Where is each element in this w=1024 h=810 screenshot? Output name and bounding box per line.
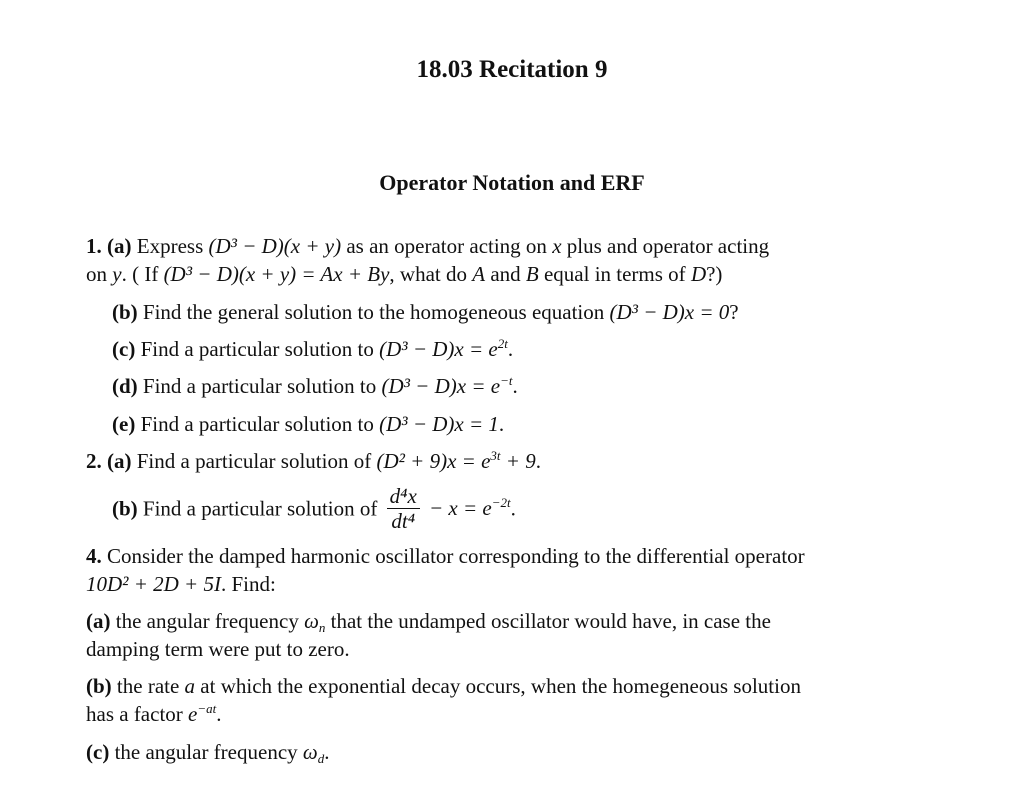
problem-1a-text: on bbox=[86, 262, 107, 286]
fraction-denominator: dt⁴ bbox=[391, 509, 416, 533]
problem-1a-text: . ( If bbox=[121, 262, 159, 286]
problem-1a-label: (a) bbox=[107, 234, 132, 258]
problem-1a-text: equal in terms of bbox=[543, 262, 686, 286]
problem-2b-math: − $x = e^{-2t}$ bbox=[429, 495, 511, 521]
derivative-fraction bbox=[387, 484, 420, 533]
problem-1a-text: and bbox=[490, 262, 521, 286]
problem-1-number: 1. bbox=[86, 234, 102, 258]
problem-1d-label: (d) bbox=[112, 374, 138, 398]
problem-1d-math: $(D^3 - D)x = e^{-t}$ bbox=[381, 373, 513, 398]
problem-1e-text: Find a particular solution to bbox=[140, 412, 374, 436]
problem-4c-text: the angular frequency bbox=[114, 740, 298, 764]
problem-1a-math: B bbox=[525, 262, 539, 286]
problem-1c-label: (c) bbox=[112, 337, 136, 361]
problem-4b-math: a bbox=[184, 674, 196, 698]
problem-1c-end: . bbox=[507, 337, 514, 361]
problem-1a-text: ?) bbox=[706, 262, 723, 286]
problem-4-line-2 bbox=[86, 570, 276, 598]
problem-4a-label: (a) bbox=[86, 609, 111, 633]
problem-4-number: 4. bbox=[86, 544, 102, 568]
problem-4b-text: at which the exponential decay occurs, when the homegeneous solution bbox=[200, 674, 801, 698]
problem-4a-math: $\omega_n$ bbox=[304, 609, 326, 635]
problem-4b-end: . bbox=[216, 702, 222, 726]
problem-1b-end: ? bbox=[729, 300, 739, 324]
problem-1a-math: (D³ − D)(x + y) = Ax + By bbox=[163, 262, 390, 286]
problem-2a-math: $(D^2 + 9)x = e^{3t} + 9$ bbox=[376, 448, 536, 473]
problem-4b-line-1 bbox=[86, 672, 801, 700]
problem-1a-line-1 bbox=[86, 232, 769, 260]
problem-1a-math: D bbox=[690, 262, 707, 286]
fraction-numerator: d⁴x bbox=[387, 484, 420, 509]
problem-1a-math: A bbox=[472, 262, 486, 286]
problem-1d bbox=[112, 372, 518, 400]
problem-2a-label: (a) bbox=[107, 449, 132, 473]
problem-1a-math: y bbox=[112, 262, 122, 286]
problem-2-number: 2. bbox=[86, 449, 102, 473]
problem-1d-end: . bbox=[512, 374, 518, 398]
problem-1b bbox=[112, 298, 739, 326]
problem-4b-label: (b) bbox=[86, 674, 112, 698]
problem-1c-text: Find a particular solution to bbox=[140, 337, 374, 361]
problem-1d-text: Find a particular solution to bbox=[142, 374, 377, 398]
problem-1a-text: plus and operator acting bbox=[566, 234, 770, 258]
problem-1e-label: (e) bbox=[112, 412, 136, 436]
problem-1a-text: , what do bbox=[389, 262, 467, 286]
problem-4a-text: the angular frequency bbox=[115, 609, 299, 633]
problem-1c bbox=[112, 335, 513, 363]
section-title: Operator Notation and ERF bbox=[379, 170, 645, 195]
problem-1a-text: as an operator acting on bbox=[346, 234, 547, 258]
problem-4c-label: (c) bbox=[86, 740, 110, 764]
problem-4a-line-1 bbox=[86, 607, 771, 635]
problem-4-text: Consider the damped harmonic oscillator corresponding to the differential operator bbox=[107, 544, 805, 568]
problem-4-text: . Find: bbox=[220, 572, 276, 596]
problem-2b-end: . bbox=[510, 496, 516, 521]
problem-4a-line-2 bbox=[86, 635, 350, 663]
problem-2b-label: (b) bbox=[112, 496, 138, 521]
problem-4b-math: $e^{-at}$ bbox=[188, 701, 217, 726]
problem-4b-text: the rate bbox=[116, 674, 180, 698]
problem-4b-line-2 bbox=[86, 700, 222, 728]
problem-1e-end: . bbox=[498, 412, 505, 436]
problem-2a-text: Find a particular solution of bbox=[136, 449, 372, 473]
problem-4a-text: damping term were put to zero. bbox=[86, 637, 350, 661]
problem-1a-math: (D³ − D)(x + y) bbox=[208, 234, 342, 258]
problem-1a-text: Express bbox=[136, 234, 204, 258]
problem-2a-end: . bbox=[535, 449, 541, 473]
problem-4-line-1 bbox=[86, 542, 805, 570]
problem-4c-math: $\omega_d$ bbox=[302, 740, 325, 766]
problem-4b-text: has a factor bbox=[86, 702, 183, 726]
problem-1a-math: x bbox=[552, 234, 562, 258]
problem-1c-math: $(D^3 - D)x = e^{2t}$ bbox=[379, 336, 508, 361]
problem-1b-label: (b) bbox=[112, 300, 138, 324]
problem-1e-math: (D³ − D)x = 1 bbox=[379, 412, 499, 436]
problem-4c bbox=[86, 738, 329, 766]
problem-4-operator: 10D² + 2D + 5I bbox=[86, 572, 221, 596]
problem-2b-text: Find a particular solution of bbox=[142, 496, 378, 521]
problem-1b-math: (D³ − D)x = 0 bbox=[609, 300, 730, 324]
problem-1e bbox=[112, 410, 504, 438]
problem-2a bbox=[86, 447, 541, 475]
problem-1b-text: Find the general solution to the homogeneous equation bbox=[142, 300, 605, 324]
page-title: 18.03 Recitation 9 bbox=[416, 56, 608, 83]
problem-4a-text: that the undamped oscillator would have, in case the bbox=[330, 609, 771, 633]
problem-2b bbox=[112, 486, 516, 535]
problem-4c-end: . bbox=[324, 740, 330, 764]
problem-1a-line-2 bbox=[86, 260, 722, 288]
